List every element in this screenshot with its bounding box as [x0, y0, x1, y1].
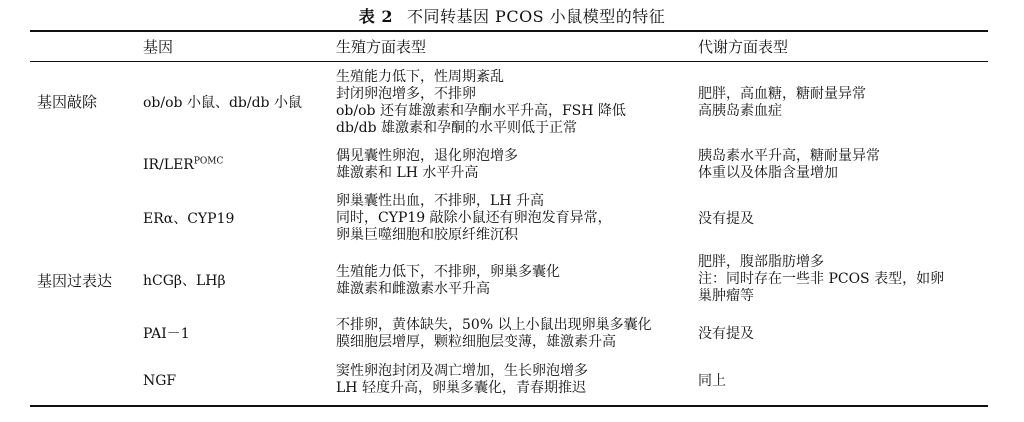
gene-cell: ob/ob 小鼠、db/db 小鼠 [143, 95, 302, 111]
group-knockout: 基因敲除 [37, 93, 98, 111]
table-title [0, 4, 1024, 27]
repro-line: ob/ob 还有雄激素和孕酮水平升高，FSH 降低 [336, 103, 626, 119]
repro-cell [336, 69, 626, 137]
header-rule [30, 61, 988, 62]
group-overexpression: 基因过表达 [37, 272, 113, 290]
metab-line: 胰岛素水平升高，糖耐量异常 [698, 148, 880, 164]
table-number: 表 2 [358, 7, 393, 26]
top-rule [30, 30, 988, 32]
gene-cell [143, 157, 223, 174]
gene-name: IR/LER [143, 157, 194, 173]
metab-cell [698, 148, 880, 182]
gene-cell: NGF [143, 373, 177, 389]
metab-line: 高胰岛素血症 [698, 103, 782, 119]
repro-line: db/db 雄激素和孕酮的水平则低于正常 [336, 120, 578, 136]
repro-cell [336, 317, 652, 351]
metab-line: 同上 [698, 373, 726, 389]
metab-line: 没有提及 [698, 326, 754, 342]
metab-line: 巢肿瘤等 [698, 288, 754, 304]
repro-line: 卵巢囊性出血，不排卵，LH 升高 [336, 193, 544, 209]
repro-line: 同时，CYP19 敲除小鼠还有卵泡发育异常， [336, 210, 612, 226]
header-gene: 基因 [143, 38, 174, 56]
bottom-rule [30, 405, 988, 407]
header-metabolic: 代谢方面表型 [698, 38, 789, 56]
repro-line: 卵巢巨噬细胞和胶原纤维沉积 [336, 227, 518, 243]
repro-line: LH 轻度升高，卵巢多囊化，青春期推迟 [336, 380, 586, 396]
repro-cell [336, 363, 588, 397]
metab-line: 体重以及体脂含量增加 [698, 165, 838, 181]
metab-cell [698, 211, 754, 228]
repro-line: 膜细胞层增厚，颗粒细胞层变薄，雄激素升高 [336, 334, 616, 350]
gene-cell: hCGβ、LHβ [143, 273, 226, 289]
repro-line: 封闭卵泡增多，不排卵 [336, 86, 476, 102]
metab-cell [698, 254, 944, 305]
metab-line: 肥胖，高血糖，糖耐量异常 [698, 86, 866, 102]
metab-cell [698, 326, 754, 343]
metab-line: 肥胖，腹部脂肪增多 [698, 254, 824, 270]
metab-line: 注：同时存在一些非 PCOS 表型，如卵 [698, 271, 945, 287]
gene-superscript: POMC [193, 156, 224, 167]
metab-cell [698, 373, 726, 390]
repro-line: 雄激素和 LH 水平升高 [336, 165, 479, 181]
repro-cell [336, 148, 518, 182]
repro-cell [336, 193, 612, 244]
repro-line: 不排卵，黄体缺失，50% 以上小鼠出现卵巢多囊化 [336, 317, 652, 333]
metab-cell [698, 86, 866, 120]
repro-line: 窦性卵泡封闭及凋亡增加，生长卵泡增多 [336, 363, 588, 379]
table-caption: 不同转基因 PCOS 小鼠模型的特征 [406, 7, 666, 26]
repro-cell [336, 264, 560, 298]
metab-line: 没有提及 [698, 211, 754, 227]
header-reproductive: 生殖方面表型 [336, 38, 427, 56]
repro-line: 生殖能力低下，不排卵，卵巢多囊化 [336, 264, 560, 280]
gene-cell: PAI－1 [143, 326, 190, 342]
repro-line: 雄激素和雌激素水平升高 [336, 281, 490, 297]
repro-line: 生殖能力低下，性周期紊乱 [336, 69, 504, 85]
repro-line: 偶见囊性卵泡，退化卵泡增多 [336, 148, 518, 164]
gene-cell: ERα、CYP19 [143, 211, 235, 227]
